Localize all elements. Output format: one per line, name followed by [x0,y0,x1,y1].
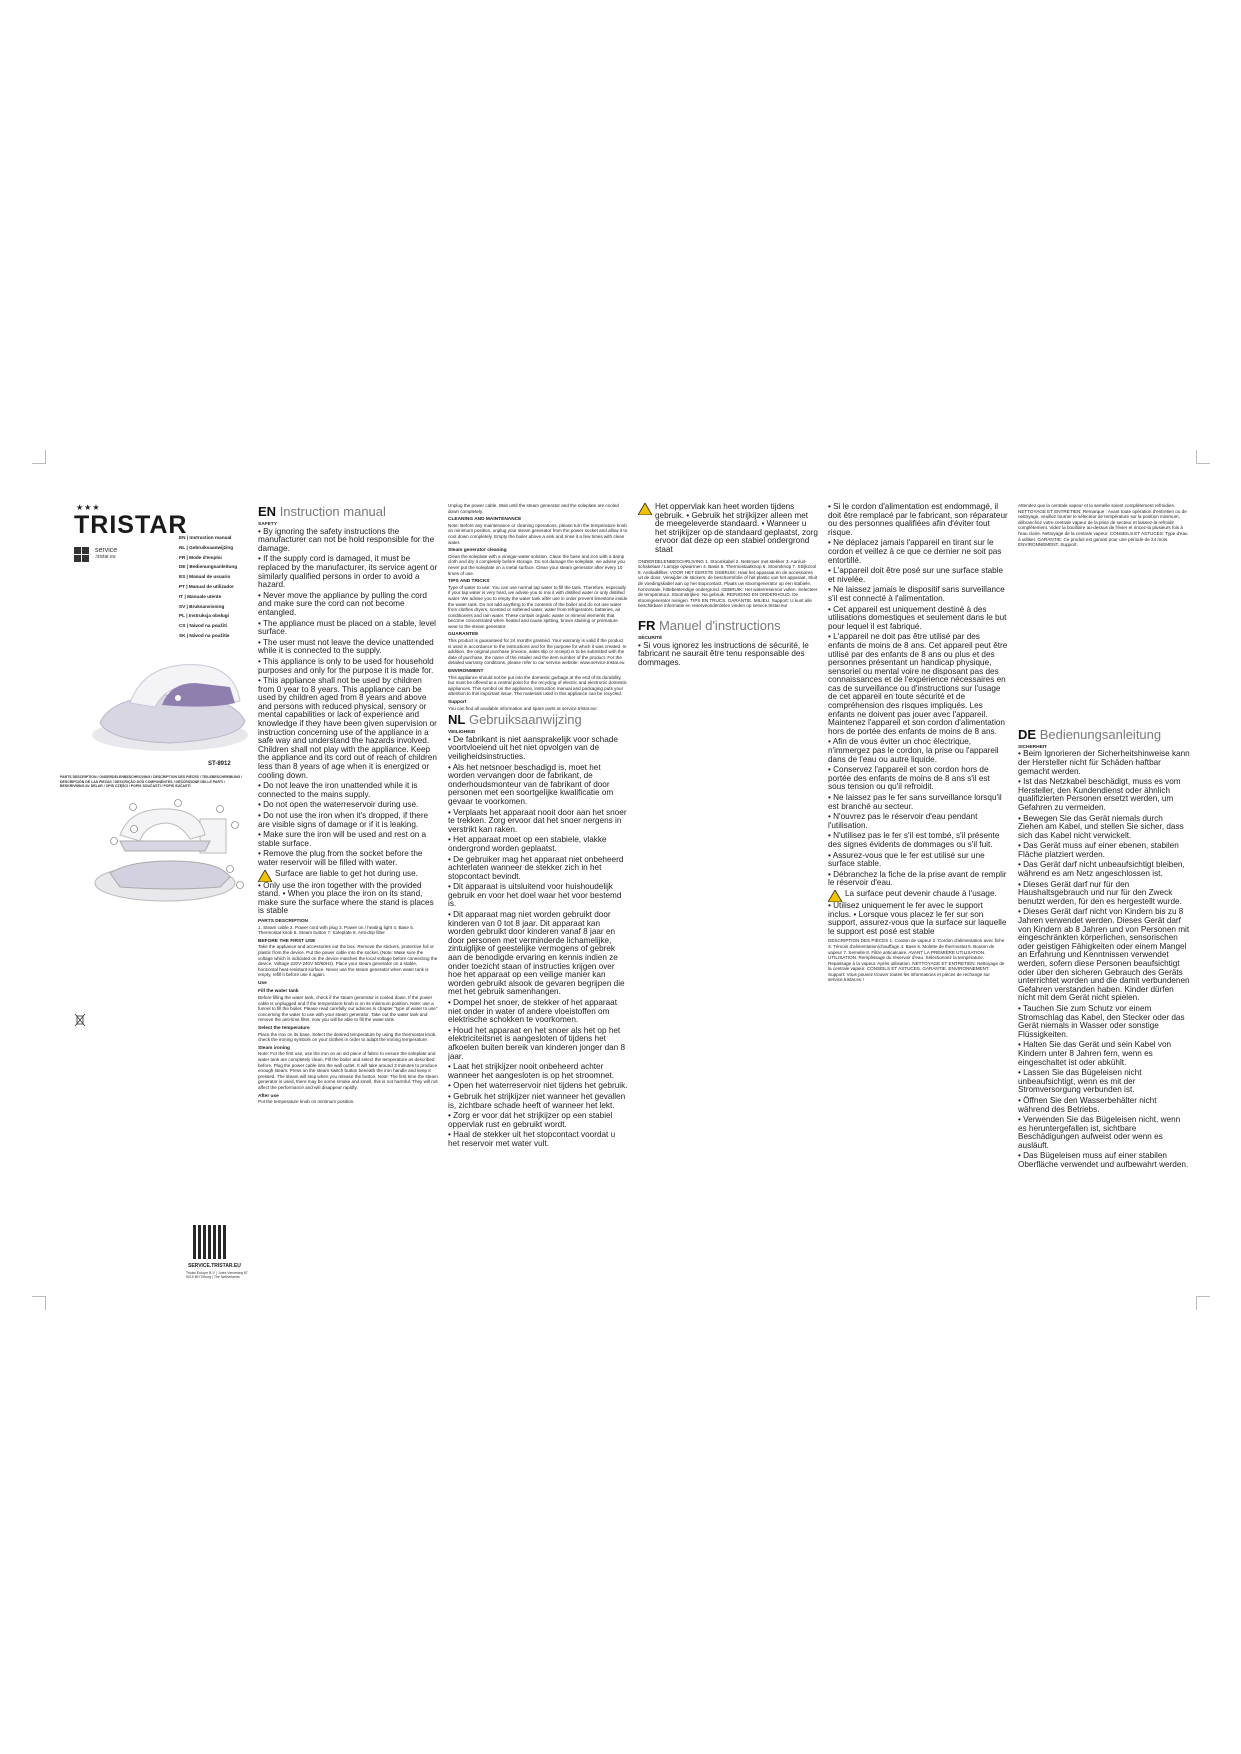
service-badge [74,541,178,567]
list-item: • Do not leave the iron unattended while it is connected to the mains supply. [258,781,418,799]
generator-cleaning-heading: Steam generator cleaning [448,548,507,554]
support-text: You can find all available information and spare parts at service.tristar.eu! [448,705,597,711]
manual-sheet [60,503,1190,1283]
fr-body-text: DESCRIPTION DES PIÈCES 1. Cordon de vapeur 2. Cordon d'alimentation avec fiche 3. Témoin d'alimentation/chauffage 4. Base 5. Molette de thermostat 6. Bouton de vapeur 7. Semelle 8. Filtre anticalcaire. AVANT LA PREMIÈRE UTILISATION. UTILISATION. Remplissage du réservoir d'eau. Sélectionnez la température. Repassage à la vapeur. Après utilisation. NETTOYAGE ET ENTRETIEN. Nettoyage de la centrale vapeur. CONSEILS ET ASTUCES. GARANTIE. ENVIRONNEMENT. Support: Vous pouvez trouver toutes les informations et pièces de rechange sur service.tristar.eu ! [828,938,1005,983]
list-item: • Ne laissez pas le fer sans surveillance lorsqu'il est branché au secteur. [828,793,1002,811]
list-item: • This appliance shall not be used by children from 0 year to 8 years. This appliance can be used by children aged from 8 years and above and persons with reduced physical, sensory or mental capabilities or lack of experience and knowledge if they have been given supervision or instruction concerning use of the appliance in a safe way and understand the hazards involved. Children shall not play with the appliance. Keep the appliance and its cord out of reach of children less than 8 years of age when it is energized or cooling down. [258,676,437,780]
list-item: • Ne déplacez jamais l'appareil en tirant sur le cordon et veillez à ce que ce dernier ne soit pas entortillé. [828,538,1002,565]
crop-mark [1196,450,1197,464]
list-item: • This appliance is only to be used for household purposes and only for the purpose it is made for. [258,656,434,675]
language-item: SK | Návod na použitie [179,632,230,638]
list-item: • Öffnen Sie den Wasserbehälter nicht während des Betriebs. [1018,1095,1157,1114]
nl-stand-note: Het oppervlak kan heet worden tijdens gebruik. • Gebruik het strijkijzer alleen met de meegeleverde standaard. • Wanneer u het strijkijzer op de standaard geplaatst, zorg ervoor dat deze op een stabiel ondergrond staat [655,503,818,554]
language-item: ES | Manual de usuario [179,574,231,580]
language-item: FR | Mode d'emploi [179,554,222,560]
list-item: • Beim Ignorieren der Sicherheitshinweise kann der Hersteller nicht für Schäden haftbar gemacht werden. [1018,749,1190,776]
language-item: PL | Instrukcja obsługi [179,613,229,619]
list-item: • N'utilisez pas le fer s'il est tombé, s'il présente des signes évidents de dommages ou s'il fuit. [828,831,1000,849]
language-item: SV | Bruksanvisning [179,603,225,609]
temperature-text: Place the iron on its base. Select the desired temperature by using the thermostat knob, check the ironing symbols on your clothes in order to adapt the ironing temperature. [258,1031,437,1043]
model-number: ST-8912 [208,761,231,767]
hot-surface-warning-icon [258,870,272,882]
list-item: • Dit apparaat mag niet worden gebruikt door kinderen van 0 tot 8 jaar. Dit apparaat kan worden gebruikt door kinderen vanaf 8 jaar en door personen met verminderde lichamelijke, zintuiglijke of geestelijke vermogens of gebrek aan de benodigde ervaring en kennis indien ze onder toezicht staan of instructies krijgen over hoe het apparaat op een veilige manier kan worden gebruikt alsook de gevaren begrijpen die met het gebruik samenhangen. [448,910,625,997]
cleaning-text: Note: Before any maintenance or cleaning operations, please turn the temperature knob on minimum position, unplug your steam generator from the power socket and allow it to cool down completely. Empty the boiler above a sink and rinse it a few times with clean water. [448,522,628,545]
language-item: CS | Návod na použití [179,623,227,629]
list-item: • De gebruiker mag het apparaat niet onbeheerd achterlaten wanneer de stekker zich in het stopcontact bevindt. [448,854,624,881]
list-item: • Si le cordon d'alimentation est endommagé, il doit être remplacé par le fabricant, son réparateur ou des personnes qualifiées afin d'éviter tout risque. [828,503,1008,537]
parts-description-heading: PARTS DESCRIPTION / ONDERDELENBESCHRIJVING / DESCRIPTION DES PIÈCES / TEILEBESCHREIBUNG / DESCRIPCIÓN DE LAS PIEZAS / DESCRIÇÃO DOS COMPONENTES / DESCRIZIONE DELLE PARTI / BESKRIVNING AV DELAR / OPIS CZĘŚCI / POPIS SOUČÁSTÍ / POPIS SÚČASTÍ [60,775,243,789]
safety-heading-fr: SÉCURITÉ [638,635,663,641]
list-item: • Verplaats het apparaat nooit door aan het snoer te trekken. Zorg ervoor dat het snoer nergens in verstrikt kan raken. [448,807,627,834]
before-first-use-text: Take the appliance and accessories out the box. Remove the stickers, protective foil or plastic from the device. Put the power cable into the socket. (Note: Make sure the voltage which is indicated on the device matches the local voltage before connecting the device. Voltage 220V-240V 50/60Hz). Place your steam generator on a stable, horizontal heat-resistant surface. Never use the steam generator when water tank is empty, refill it before use it again. [258,944,438,978]
language-item: DE | Bedienungsanleitung [179,564,238,570]
list-item: • Dieses Gerät darf nicht von Kindern bis zu 8 Jahren verwendet werden. Dieses Gerät darf von Kindern ab 8 Jahren und von Personen mit eingeschränkten körperlichen, sensorischen oder geistigen Fähigkeiten oder einem Mangel an Erfahrung und Kenntnissen verwendet werden, sofern diese Personen beaufsichtigt oder über den sicheren Gebrauch des Geräts unterrichtet worden und die damit verbundenen Gefahren verstanden haben. Kinder dürfen nicht mit dem Gerät nicht spielen. [1018,907,1190,1003]
qr-code [193,1225,227,1259]
list-item: • Lassen Sie das Bügeleisen nicht unbeaufsichtigt, wenn es mit der Stromversorgung verbunden ist. [1018,1068,1142,1095]
cover-panel [60,503,255,1283]
use-heading: Use [258,980,267,986]
list-item: • L'appareil ne doit pas être utilisé par des enfants de moins de 8 ans. Cet appareil peut être utilisé par des enfants de 8 ans ou plus et des personnes présentant un handicap physique, sensoriel ou mental voire ne disposant pas des connaissances et de l'expérience nécessaires en cas de surveillance ou d'instructions sur l'usage de cet appareil en toute sécurité et de compréhension des risques impliqués. Les enfants ne doivent pas jouer avec l'appareil. Maintenez l'appareil et son cordon d'alimentation hors de portée des enfants de moins de 8 ans. [828,632,1008,736]
section-title-nl: NL Gebruiksaanwijzing [448,712,582,728]
list-item: • Dompel het snoer, de stekker of het apparaat niet onder in water of andere vloeistoffen om elektrische schokken te voorkomen. [448,998,617,1025]
parts-diagram [70,795,255,910]
section-title-de: DE Bedienungsanleitung [1018,726,1162,742]
list-item: • Das Gerät muss auf einer ebenen, stabilen Fläche platziert werden. [1018,841,1179,859]
hot-surface-warning-icon [638,503,652,515]
crop-mark [45,450,46,464]
list-item: • Dit apparaat is uitsluitend voor huishoudelijk gebruik en voor het doel waar het voor bestemd is. [448,882,622,909]
fr-col6-text: Attendez que la centrale vapeur et la semelle soient complètement refroidies. NETTOYAGE ET ENTRETIEN: Remarque : Avant toute opération d'entretien ou de nettoyage, veuillez tourner le sélecteur de température sur la position minimum, débranchez votre centrale vapeur de la prise de secteur et laissez-la refroidir complètement. Videz la bouilloire au-dessus de l'évier et rincez-la plusieurs fois à l'eau claire. Nettoyage de la centrale vapeur. CONSEILS ET ASTUCES: Type d'eau à utiliser. GARANTIE: Ce produit est garanti pour une période de 24 mois. ENVIRONNEMENT. Support. [1018,503,1188,548]
list-item: • Do not use the iron when it's dropped, if there are visible signs of damage or if it is leaking. [258,811,429,829]
hot-surface-warning: Surface are liable to get hot during use. [275,868,418,878]
guarantee-heading: GUARANTEE [448,632,479,638]
footer-url: SERVICE.TRISTAR.EU [188,1263,241,1269]
after-use-text: Put the temperature knob on minimum position. [258,1099,355,1105]
list-item: • Ist das Netzkabel beschädigt, muss es vom Hersteller, den Kundendienst oder ähnlich qualifizierten Personen ersetzt werden, um Gefahren zu vermeiden. [1018,777,1181,812]
steam-heading: Steam ironing [258,1045,290,1051]
fill-heading: Fill the water tank [258,989,299,995]
list-item: • Tauchen Sie zum Schutz vor einem Stromschlag das Kabel, den Stecker oder das Gerät niemals in Wasser oder sonstige Flüssigkeiten. [1018,1003,1185,1039]
service-icon [74,547,89,562]
section-title-en: EN Instruction manual [258,504,386,519]
crop-mark [45,1296,46,1310]
cleaning-heading: CLEANING AND MAINTENANCE [448,517,522,523]
section-title-fr: FR Manuel d'instructions [638,617,781,633]
crop-mark [32,1296,46,1297]
fill-text: Before filling the water tank, check if the steam generator is cooled down. If the power cable is unplugged and if the temperature knob is on its minimum position. Note: use a funnel to fill the boiler. Please read carefully our advices in chapter "type of water to use" concerning the water to use with your steam generator. Take out the water tank and remove the anti-lime filter, now you will be able to fill the water tank. [258,995,438,1023]
environment-text: This appliance should not be put into the domestic garbage at the end of its durability, but must be offered at a central point for the recycling of electric and electronic domestic appliances. This symbol on the appliance, instruction manual and packaging puts your attention to this important issue. The materials used in this appliance can be recycled. [448,674,627,697]
list-item: • The user must not leave the device unattended while it is connected to the supply. [258,637,434,656]
list-item: • Het apparaat moet op een stabiele, vlakke ondergrond worden geplaatst. [448,835,607,853]
list-item: • Laat het strijkijzer nooit onbeheerd achter wanneer het aangesloten is op het stroomnet. [448,1062,615,1080]
tips-heading: TIPS AND TRICKS [448,579,490,585]
temperature-heading: Select the temperature [258,1026,310,1032]
language-item: PT | Manual de utilizador [179,583,234,589]
stand-note: • Only use the iron together with the provided stand. • When you place the iron on its stand, make sure the surface where the stand is places is stable [258,880,434,916]
list-item: • L'appareil doit être posé sur une surface stable et nivelée. [828,566,1004,584]
generator-cleaning-text: Clean the soleplate with a vinegar-water solution. Clean the base and iron with a damp cloth and dry it completely before storage. Do not damage the soleplate, we advise you never put the soleplate on a metal surface. Clean your steam generator after every 10 times of use. [448,553,625,576]
service-label: service [95,547,118,554]
steam-text: Note: For the first use, use the iron on an old piece of fabric to ensure the soleplate and water tank are completely clean. Fill the boiler and select the temperature as described before. Plug the power cable into the wall outlet. It will take around 3 minutes to produce enough steam. Press on the steam switch button beneath the iron handle and keep it pressed. The steam will stop when you release the button. Note: The first time the steam generator is used, there may be some smoke and smell, this is not harmful. They will not affect the performance and will disappear rapidly. [258,1051,438,1090]
list-item: • Halten Sie das Gerät und sein Kabel von Kindern unter 8 Jahren fern, wenn es eingeschaltet ist oder abkühlt. [1018,1040,1172,1067]
language-item: IT | Manuale utente [179,593,222,599]
safety-heading: SAFETY [258,522,277,527]
crop-mark [1196,1296,1210,1297]
service-url: .tristar.eu [95,554,116,560]
list-item: • Houd het apparaat en het snoer als het op het elektriciteitsnet is aangesloten of tijdens het afkoelen buiten bereik van kinderen jonger dan 8 jaar. [448,1025,626,1061]
list-item: • Dieses Gerät darf nur für den Haushaltsgebrauch und nur für den Zweck benutzt werden, für den es hergestellt wurde. [1018,879,1182,906]
list-item: • Do not open the waterreservoir during use. [258,800,419,810]
list-item: • Verwenden Sie das Bügeleisen nicht, wenn es heruntergefallen ist, sichtbare Beschädigungen aufweist oder wenn es ausläuft. [1018,1115,1181,1150]
list-item: • N'ouvrez pas le réservoir d'eau pendant l'utilisation. [828,812,978,830]
hot-surface-warning-fr: La surface peut devenir chaude à l'usage. [845,888,997,898]
language-list [179,533,249,641]
column-en-nl [448,503,628,1283]
before-first-use-heading: BEFORE THE FIRST USE [258,938,316,944]
list-item: • Als het netsnoer beschadigd is, moet het worden vervangen door de fabrikant, de onderhoudsmonteur van de fabrikant of door personen met een soortgelijke kwalificatie om gevaar te voorkomen. [448,762,614,806]
crop-mark [1196,1296,1197,1310]
safety-list-fr [828,503,1008,936]
tips-text: Type of water to use: You can use normal tap water to fill the tank. Therefore, especially if your tap water is very hard, we advise you to mix it with distilled water or only distilled water. We advise you to empty the water tank after use in order prevent limestone inside the water tank. Do not add anything to the contents of the boiler and do not use water from clothes dryers, scented or softened water, water from refrigerators, batteries, air conditioners and rain water. These contain organic waste or mineral elements that become concentrated when heated and cause spitting, brown staining or premature wear to the steam generator. [448,584,628,629]
safety-heading-de: SICHERHEIT [1018,744,1048,750]
column-fr [828,503,1008,1283]
safety-list [258,528,438,916]
guarantee-text: This product is guaranteed for 24 months grantied. Your warranty is valid if the product is used in accordance to the instructions and for the purpose for which it was created. In addition, the original purchase (invoice, sales slip or receipt) is to be submitted with the date of purchase, the name of the retailer and the item number of the product. For the detailed warranty conditions, please refer to our service website: www.service.tristar.eu [448,638,627,666]
list-item: • Cet appareil est uniquement destiné à des utilisations domestiques et seulement dans le but pour lequel il est fabriqué. [828,604,1007,631]
list-item: • Das Gerät darf nicht unbeaufsichtigt bleiben, während es am Netz angeschlossen ist. [1018,860,1185,879]
environment-heading: ENVIRONMENT [448,669,484,675]
language-item: NL | Gebruiksaanwijzing [179,544,234,550]
brand-logo: TRISTAR [74,511,188,539]
list-item: • De fabrikant is niet aansprakelijk voor schade voortvloeiend uit het niet opvolgen van de veiligheidsinstructies. [448,734,618,761]
crop-mark [32,463,46,464]
column-nl-fr [638,503,818,1283]
parts-heading: PARTS DESCRIPTION [258,918,309,924]
parts-list: 1. Steam cable 2. Power cord with plug 3. Power on / heating light 4. Base 5. Thermostat knob 6. Steam button 7. Soleplate 8. Anti-drip filter [258,924,415,936]
list-item: • Ne laissez jamais le dispositif sans surveillance s'il est connecté à l'alimentation. [828,585,1005,603]
list-item: • Das Bügeleisen muss auf einer stabilen Oberfläche verwendet und aufbewahrt werden. [1018,1151,1189,1170]
safety-list-de [1018,750,1190,1169]
weee-bin-icon [74,1013,86,1027]
list-item: • Bewegen Sie das Gerät niemals durch Ziehen am Kabel, und stellen Sie sicher, dass sich das Kabel nicht verwickelt. [1018,813,1184,840]
list-item: • Conservez l'appareil et son cordon hors de portée des enfants de moins de 8 ans s'il est sous tension ou qu'il refroidit. [828,765,990,792]
steam-iron-product-image [70,643,255,758]
list-item: • By ignoring the safety instructions the manufacturer can not be hold responsible for the damage. [258,526,435,553]
column-en [258,503,438,1283]
support-heading: Support [448,700,467,705]
fr-intro: • Si vous ignorez les instructions de sécurité, le fabricant ne saurait être tenu responsable des dommages. [638,640,809,667]
list-item: • Never move the appliance by pulling the cord and make sure the cord can not become entangled. [258,590,427,617]
list-item: • Assurez-vous que le fer est utilisé sur une surface stable. [828,850,985,869]
list-item: • Open het waterreservoir niet tijdens het gebruik. [448,1081,628,1091]
stand-note-fr: • Utilisez uniquement le fer avec le support inclus. • Lorsque vous placez le fer sur son support, assurez-vous que la surface sur laquelle le support est posé est stable [828,900,1007,936]
list-item: • Zorg er voor dat het strijkijzer op een stabiel oppervlak rust en gebruikt wordt. [448,1111,613,1129]
list-item: • Gebruik het strijkijzer niet wanneer het gevallen is, zichtbare schade heeft of wanneer het lekt. [448,1091,626,1110]
after-use-cont: Unplug the power cable. Wait until the steam generator and the soleplate are cooled down completely. [448,503,619,514]
column-fr-de [1018,503,1190,1283]
brand-stars: ★★★ [76,503,101,512]
list-item: • Haal de stekker uit het stopcontact voordat u het reservoir met water vult. [448,1130,616,1148]
after-use-heading: After use [258,1093,279,1099]
list-item: • Make sure the iron will be used and rest on a stable surface. [258,830,427,848]
list-item: • Débranchez la fiche de la prise avant de remplir le réservoir d'eau. [828,869,1007,888]
safety-heading-nl: VEILIGHEID [448,730,476,736]
list-item: • Afin de vous éviter un choc électrique, n'immergez pas le cordon, la prise ou l'appareil dans de l'eau ou autre liquide. [828,737,999,764]
list-item: • Remove the plug from the socket before the water reservoir will be filled with water. [258,849,423,867]
crop-mark [1196,463,1210,464]
footer-address: Tristar Europe B.V. | Jules Verneweg 87 5015 BH Tilburg | The Netherlands [186,1271,248,1280]
list-item: • If the supply cord is damaged, it must be replaced by the manufacturer, its service agent or similarly qualified persons in order to avoid a hazard. [258,554,438,590]
nl-body-text: ONDERDELENBESCHRIJVING 1. Stoomkabel 2. Netsnoer met stekker 3. Aan/uit-schakelaar / Lampje opwarmen 4. Basis 5. Thermostaatknop 6. Stoomknop 7. Strijkzool 8. Antikalkfilter. VOOR HET EERSTE GEBRUIK: Haal het apparaat en de accessoires uit de doos. Verwijder de stickers, de beschermfolie of het plastic van het apparaat. Sluit de voedingskabel aan op het stopcontact. Plaats uw stoomgenerator op een stabiele, horizontale, hittebestendige ondergrond. GEBRUIK: Het waterreservoir vullen. Selecteer de temperatuur. Stoomstrijken. Na gebruik. REINIGING EN ONDERHOUD. De stoomgenerator reinigen. TIPS EN TRUCS. GARANTIE. MILIEU. Support: U kunt alle beschikbare informatie en reserveonderdelen vinden op service.tristar.eu! [638,558,818,609]
language-item: EN | Instruction manual [179,535,232,540]
safety-list-nl [448,736,628,1149]
list-item: • The appliance must be placed on a stable, level surface. [258,618,436,637]
